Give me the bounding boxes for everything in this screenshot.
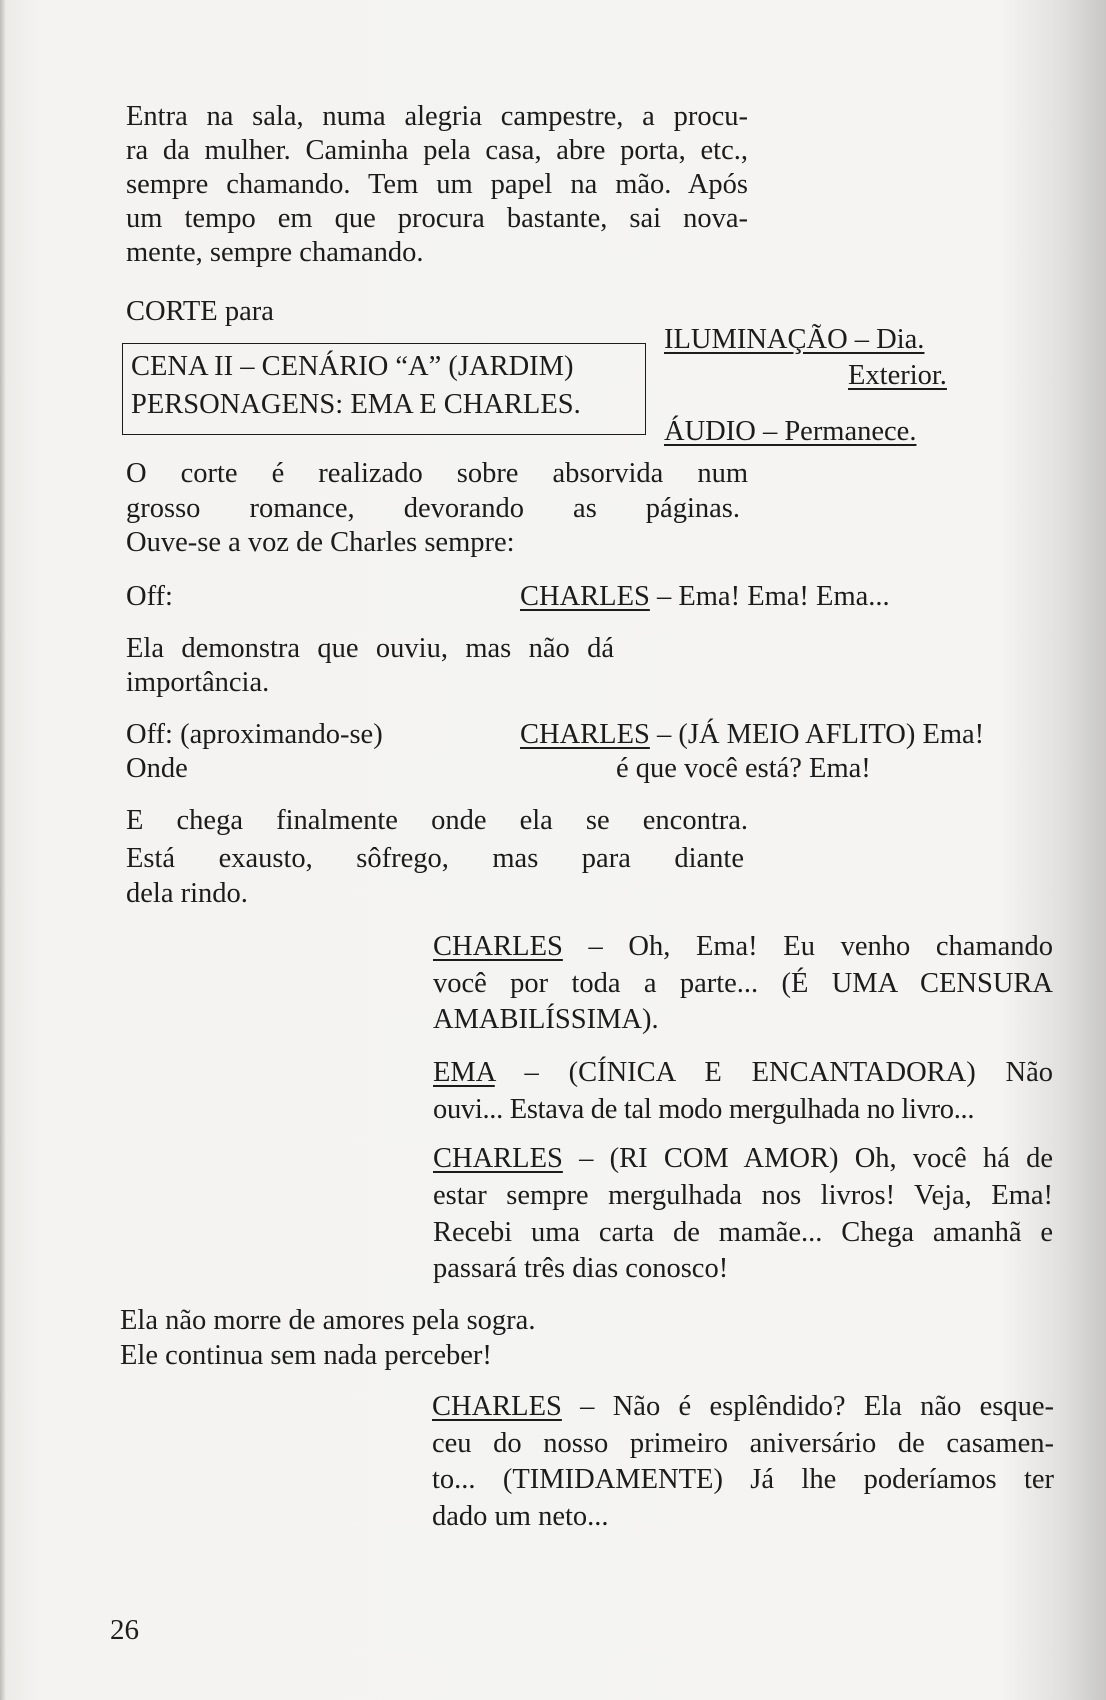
lighting-exterior: Exterior. [848,360,947,391]
dialogue-line [433,930,1053,964]
text-line: ceu do nosso primeiro aniversário de casamen- [432,1428,1054,1459]
text-line: passará três dias conosco! [433,1253,729,1284]
speaker-name: CHARLES [433,931,563,962]
scene-characters: PERSONAGENS: EMA E CHARLES. [131,389,581,420]
page-number: 26 [110,1614,139,1646]
text-line: AMABILÍSSIMA). [433,1004,659,1035]
speaker-name: EMA [433,1057,495,1088]
text-line: Entra na sala, numa alegria campestre, a procu- [126,101,748,132]
speech: – (CÍNICA E ENCANTADORA) Não [494,1057,1053,1088]
speaker-name: CHARLES [520,581,650,612]
audio-note: ÁUDIO – Permanece. [664,416,917,447]
text-line: to... (TIMIDAMENTE) Já lhe poderíamos ter [432,1464,1054,1495]
text-line: estar sempre mergulhada nos livros! Veja, Ema! [433,1180,1053,1211]
text-line: grosso romance, devorando as páginas. [126,493,740,524]
text-line: um tempo em que procura bastante, sai nova- [126,203,748,234]
scene-heading-box [122,343,646,435]
speaker-name: CHARLES [432,1391,562,1422]
text-line: Recebi uma carta de mamãe... Chega amanhã e [433,1217,1053,1248]
text-line: O corte é realizado sobre absorvida num [126,458,748,489]
text-line: mente, sempre chamando. [126,237,424,268]
text-line: Onde [126,753,188,784]
off-label: Off: [126,581,173,612]
scene-title: CENA II – CENÁRIO “A” (JARDIM) [131,351,574,382]
corte-para: CORTE para [126,296,274,327]
dialogue-line [432,1390,1054,1424]
speech: – (RI COM AMOR) Oh, você há de [562,1143,1053,1174]
speech: – Não é esplêndido? Ela não esque- [561,1391,1054,1422]
text-line: dela rindo. [126,878,248,909]
dialogue-line [520,580,890,614]
text-line: ra da mulher. Caminha pela casa, abre porta, etc., [126,135,748,166]
text-line: sempre chamando. Tem um papel na mão. Após [126,169,748,200]
lighting-note: ILUMINAÇÃO – Dia. [664,324,925,355]
speech: – Ema! Ema! Ema... [649,581,890,612]
speech: – Oh, Ema! Eu venho chamando [562,931,1053,962]
text-line: Ele continua sem nada perceber! [120,1340,492,1371]
text-line: Ouve-se a voz de Charles sempre: [126,527,515,558]
speaker-name: CHARLES [433,1143,563,1174]
text-line: Ela demonstra que ouviu, mas não dá [126,633,614,664]
off-label: Off: (aproximando-se) [126,719,383,750]
speaker-name: CHARLES [520,719,650,750]
dialogue-line [433,1142,1053,1176]
text-line: E chega finalmente onde ela se encontra. [126,805,748,836]
text-line: ouvi... Estava de tal modo mergulhada no livro... [433,1094,975,1125]
speech: – (JÁ MEIO AFLITO) Ema! [649,719,985,750]
text-line: você por toda a parte... (É UMA CENSURA [433,968,1053,999]
text-line: Está exausto, sôfrego, mas para diante [126,843,744,874]
dialogue-line [520,718,984,752]
text-line: Ela não morre de amores pela sogra. [120,1305,536,1336]
text-line: é que você está? Ema! [616,753,871,784]
spine-shadow [0,0,6,1700]
dialogue-line [433,1056,1053,1090]
text-line: dado um neto... [432,1501,609,1532]
text-line: importância. [126,667,270,698]
